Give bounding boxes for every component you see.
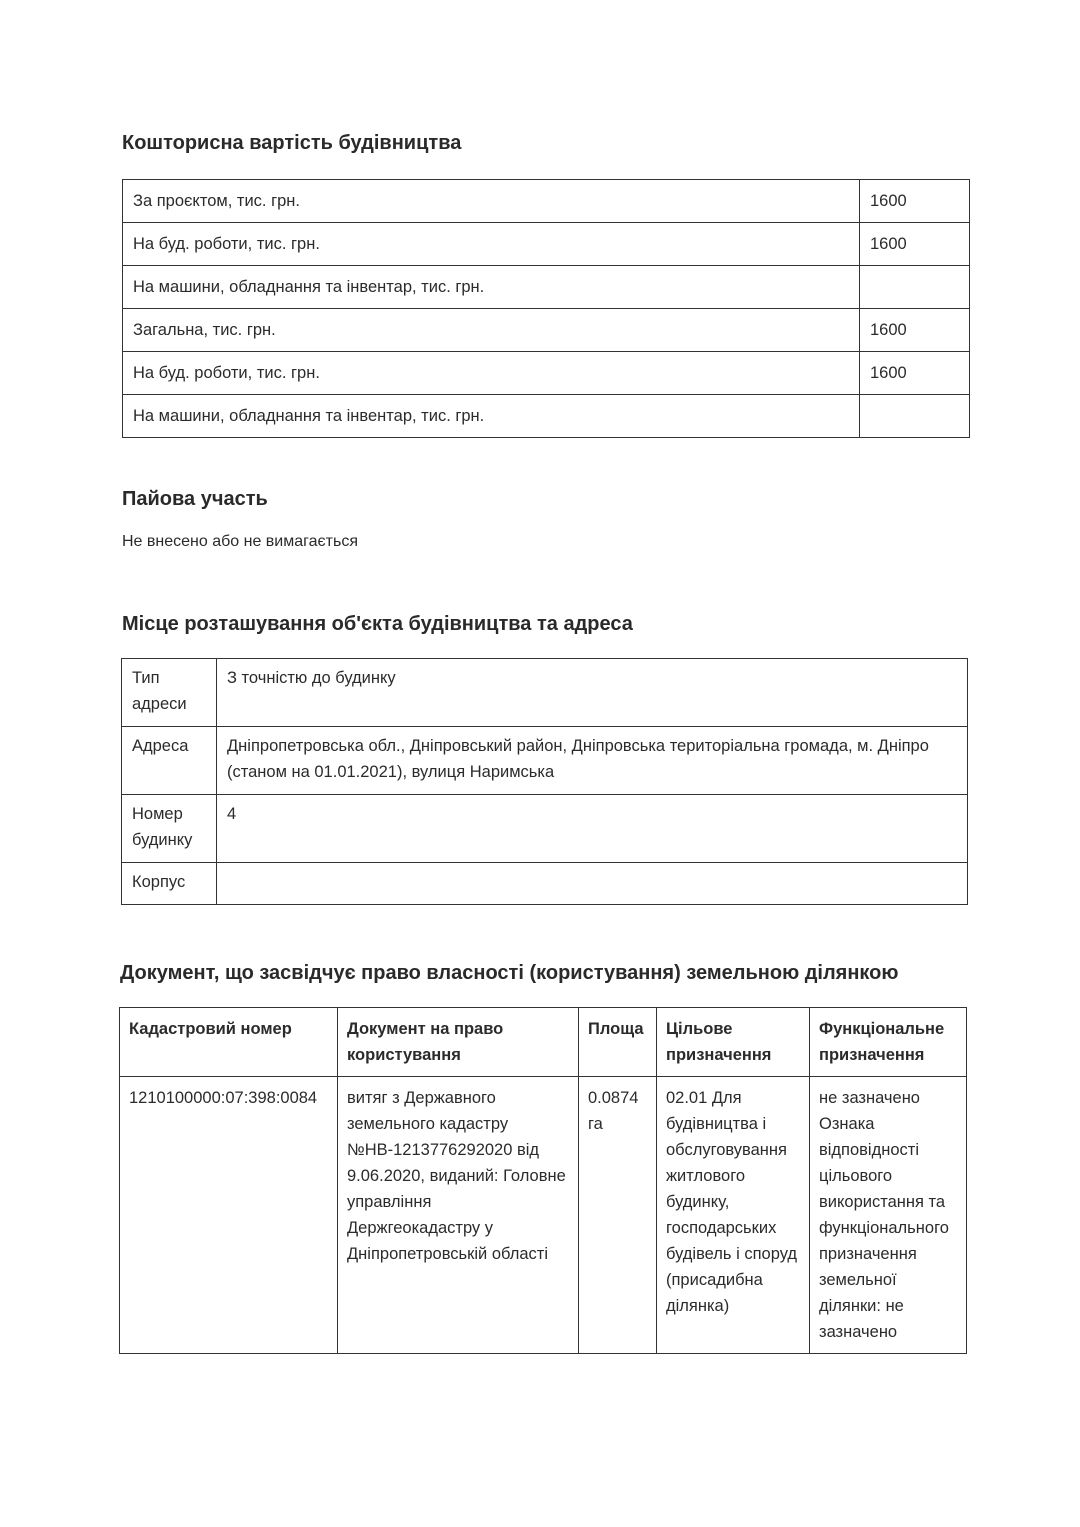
table-row: [123, 180, 970, 223]
column-header: Документ на право користування: [338, 1008, 579, 1077]
address-value: Дніпропетровська обл., Дніпровський район, Дніпровська територіальна громада, м. Дніпро (станом на 01.01.2021), вулиця Наримська: [217, 727, 968, 795]
table-row: [122, 863, 968, 905]
table-row: [120, 1077, 967, 1354]
cost-value: 1600: [860, 180, 970, 223]
address-value: [217, 863, 968, 905]
cost-value: 1600: [860, 223, 970, 266]
land-table: [119, 1007, 967, 1354]
column-header: Функціональне призначення: [810, 1008, 967, 1077]
target-purpose: 02.01 Для будівництва і обслуговування житлового будинку, господарських будівель і споруд (присадибна ділянка): [657, 1077, 810, 1354]
ownership-document: витяг з Державного земельного кадастру №НВ-1213776292020 від 9.06.2020, виданий: Головне управління Держгеокадастру у Дніпропетровській області: [338, 1077, 579, 1354]
address-label: Тип адреси: [122, 659, 217, 727]
address-table: [121, 658, 968, 905]
land-area: 0.0874 га: [579, 1077, 657, 1354]
address-value: З точністю до будинку: [217, 659, 968, 727]
column-header: Цільове призначення: [657, 1008, 810, 1077]
cost-label: На машини, обладнання та інвентар, тис. грн.: [123, 395, 860, 438]
table-row: [122, 659, 968, 727]
cost-value: 1600: [860, 309, 970, 352]
functional-purpose: не зазначено Ознака відповідності цільового використання та функціонального призначення земельної ділянки: не зазначено: [810, 1077, 967, 1354]
table-row: [123, 266, 970, 309]
cost-label: На буд. роботи, тис. грн.: [123, 352, 860, 395]
section-title-land: Документ, що засвідчує право власності (користування) земельною ділянкою: [120, 962, 899, 984]
column-header: Кадастровий номер: [120, 1008, 338, 1077]
address-label: Номер будинку: [122, 795, 217, 863]
table-row: [123, 395, 970, 438]
cost-value: [860, 266, 970, 309]
cost-label: На машини, обладнання та інвентар, тис. грн.: [123, 266, 860, 309]
table-row: [122, 727, 968, 795]
cost-label: Загальна, тис. грн.: [123, 309, 860, 352]
table-row: [123, 309, 970, 352]
table-row: [123, 352, 970, 395]
column-header: Площа: [579, 1008, 657, 1077]
cost-label: На буд. роботи, тис. грн.: [123, 223, 860, 266]
table-header-row: [120, 1008, 967, 1077]
cost-table: [122, 179, 970, 438]
address-value: 4: [217, 795, 968, 863]
section-title-share: Пайова участь: [122, 488, 268, 510]
address-label: Корпус: [122, 863, 217, 905]
cadastral-number: 1210100000:07:398:0084: [120, 1077, 338, 1354]
address-label: Адреса: [122, 727, 217, 795]
table-row: [122, 795, 968, 863]
cost-label: За проєктом, тис. грн.: [123, 180, 860, 223]
table-row: [123, 223, 970, 266]
section-title-cost: Кошторисна вартість будівництва: [122, 132, 462, 154]
cost-value: 1600: [860, 352, 970, 395]
cost-value: [860, 395, 970, 438]
section-title-location: Місце розташування об'єкта будівництва та адреса: [122, 613, 633, 635]
share-text: Не внесено або не вимагається: [122, 533, 359, 550]
